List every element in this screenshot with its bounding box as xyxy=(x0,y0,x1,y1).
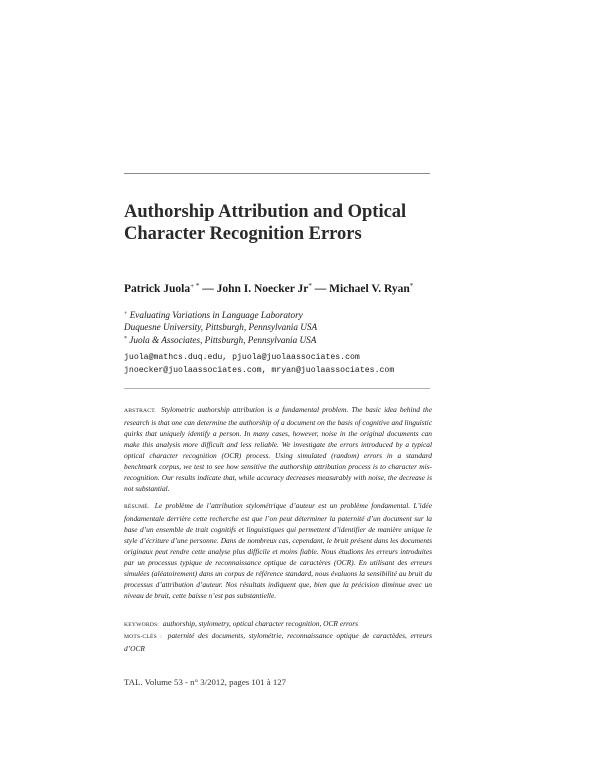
abstract-english xyxy=(124,404,432,494)
paper-title xyxy=(124,201,454,245)
title-line-1: Authorship Attribution and Optical xyxy=(124,202,407,222)
keywords-label: KEYWORDS: xyxy=(124,622,160,628)
author-marks: * xyxy=(409,282,414,290)
author-marks: + * xyxy=(190,282,200,290)
author-marks: * xyxy=(308,282,312,290)
affiliation-line: Duquesne University, Pittsburgh, Pennsylvania USA xyxy=(124,322,318,332)
top-divider xyxy=(124,173,430,174)
mots-cles-text: paternité des documents, stylométrie, reconnaissance optique de caractèdes, erreurs d’OCR xyxy=(124,631,432,653)
author-separator: — xyxy=(314,283,327,295)
affiliation-mark: + xyxy=(124,311,128,317)
affiliation-line: * Juola & Associates, Pittsburgh, Pennsylvania USA xyxy=(124,335,317,345)
abstract-label: ABSTRACT. xyxy=(124,408,156,414)
email-line: juola@mathcs.duq.edu, pjuola@juolaassociates.com xyxy=(124,353,360,362)
keywords-french xyxy=(124,630,432,654)
affiliation-line: + Evaluating Variations in Language Laboratory xyxy=(124,310,303,320)
mots-cles-label: MOTS-CLÉS : xyxy=(124,634,163,640)
author-emails xyxy=(124,351,454,377)
affiliation-mark: * xyxy=(124,336,127,342)
journal-footer: TAL. Volume 53 - n° 3/2012, pages 101 à 127 xyxy=(124,677,287,687)
email-line: jnoecker@juolaassociates.com, mryan@juolaassociates.com xyxy=(124,366,395,375)
author-separator: — xyxy=(202,283,214,295)
resume-text: Le problème de l’attribution stylométrique d’auteur est un problème fondamental. L’idée fondamentale derrière cette recherche est que l’on peut déterminer la paternité d’un document sur la base d’un ensemble de trait cognitifs et linguistiques qui permettent d’identifier de manière unique le style d’écriture d’une personne. Dans de nombreux cas, cependant, le bruit présent dans les documents originaux peut rendre cette analyse plus difficile et moins fiable. Nous étudions les erreurs introduites par un processus typique de reconnaissance optique de caractères (OCR). En utilisant des erreurs simulées (aléatoirement) dans un corpus de référence standard, nous évaluons la sensibilité au bruit du processus d’attribution d’auteur. Nos résultats indiquent que, bien que la précision diminue avec un niveau de bruit, cette baisse n’est pas substantielle. xyxy=(124,501,432,600)
abstract-text: Stylometric authorship attribution is a fundamental problem. The basic idea behind the research is that one can determine the authorship of a document on the basis of cognitive and linguistic quirks that uniquely identify a person. In many cases, however, noise in the original documents can make this analysis more difficult and less reliable. We investigate the errors introduced by a typical optical character recognition (OCR) process. Using simulated (random) errors in a standard benchmark corpus, we test to see how sensitive the authorship attribution process is to character mis-recognition. Our results indicate that, while accuracy decreases measurably with noise, the decrease is not substantial. xyxy=(124,405,432,493)
abstract-french xyxy=(124,500,432,601)
author-name: Michael V. Ryan xyxy=(329,283,410,295)
keywords-text: authorship, stylometry, optical character recognition, OCR errors xyxy=(162,619,359,628)
author-name: Patrick Juola xyxy=(124,283,191,295)
author-name: John I. Noecker Jr xyxy=(216,283,309,295)
author-list xyxy=(124,279,454,296)
abstract-divider xyxy=(124,388,430,389)
affiliations xyxy=(124,308,454,346)
resume-label: RÉSUMÉ. xyxy=(124,504,150,510)
title-line-2: Character Recognition Errors xyxy=(124,224,362,244)
